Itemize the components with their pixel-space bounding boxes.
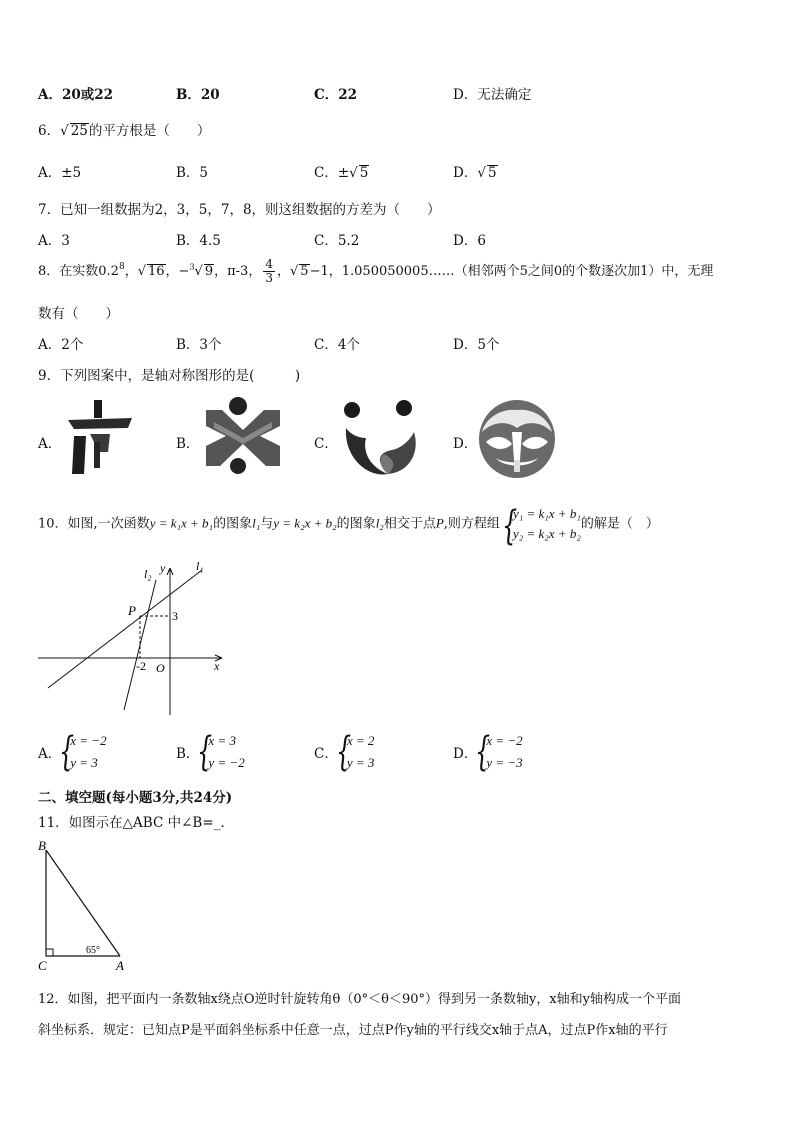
q8-stem-line1: 8．在实数$0.2^8$，√ 16，−$^3$√ 9，π-3， $\frac{4}{3}$ ，√ 5−1，1.050050005……（相邻两个5之间0的个数逐次加1）中，无理 (38, 257, 714, 285)
q10-stem: 10．如图,一次函数y = k₁x + b₁的图象l₁与y = k₂x + b₂的图象l₂相交于点P,则方程组 { y₁ = k₁x + b₁ y₂ = k₂x + b₂ 的解是（ ） (38, 504, 659, 544)
q5-option-b: B．20 (176, 87, 220, 103)
q6-option-a: A．±5 (38, 165, 82, 181)
side-ab (46, 850, 120, 956)
q7-option-d: D．6 (453, 233, 486, 249)
angle-label: 65° (86, 945, 100, 956)
q7-option-a: A．3 (38, 233, 70, 249)
q11-stem: 11．如图示在△ABC 中∠B=_. (38, 815, 225, 831)
q10-option-d: D． { x = −2 y = −3 (453, 730, 523, 774)
q8-option-b: B．3个 (176, 337, 222, 353)
label-y: y (160, 561, 166, 575)
q9-figure-c (340, 398, 420, 478)
label-three: 3 (172, 609, 178, 623)
q9-option-a-label: A． (38, 436, 62, 452)
line-l2 (124, 580, 156, 710)
q8-option-d: D．5个 (453, 337, 500, 353)
q6-stem: 6．√ 25的平方根是（ ） (38, 123, 211, 139)
q12-stem-line2: 斜坐标系．规定：已知点P是平面斜坐标系中任意一点，过点P作y轴的平行线交x轴于点A，过点P作x轴的平行 (38, 1023, 668, 1038)
line-l1 (48, 570, 202, 688)
q9-option-b-label: B． (176, 436, 200, 452)
label-minus2: -2 (136, 659, 146, 673)
vertex-A: A (116, 958, 124, 973)
label-O: O (156, 661, 165, 675)
label-x: x (214, 659, 220, 673)
q9-figure-d (476, 398, 558, 480)
right-angle-mark (46, 949, 53, 956)
section-title: 二、填空题(每小题3分,共24分) (38, 790, 233, 806)
q7-option-c: C．5.2 (314, 233, 360, 249)
q6-option-d: D．√ 5 (453, 165, 497, 181)
q10-option-a: A． { x = −2 y = 3 (38, 730, 107, 774)
q8-stem-line2: 数有（ ） (38, 306, 119, 322)
q10-option-c: C． { x = 2 y = 3 (314, 730, 374, 774)
vertex-C: C (38, 958, 47, 973)
q6-option-c: C．±√ 5 (314, 165, 369, 181)
vertex-B: B (38, 838, 46, 853)
q11-triangle (36, 836, 136, 976)
q5-option-c: C．22 (314, 87, 358, 103)
label-P: P (128, 603, 136, 618)
q9-option-d-label: D． (453, 436, 478, 452)
label-l1: l₁ (196, 560, 204, 573)
q12-stem-line1: 12．如图，把平面内一条数轴x绕点O逆时针旋转角θ（0°＜θ＜90°）得到另一条数轴y，x轴和y轴构成一个平面 (38, 992, 682, 1007)
q9-stem: 9．下列图案中，是轴对称图形的是( ) (38, 368, 301, 384)
q10-graph (36, 560, 236, 720)
q8-option-c: C．4个 (314, 337, 360, 353)
q5-option-a: A．20或22 (38, 87, 114, 103)
q9-option-c-label: C． (314, 436, 338, 452)
q8-option-a: A．2个 (38, 337, 84, 353)
q7-option-b: B．4.5 (176, 233, 221, 249)
label-l2: l₂ (144, 567, 152, 581)
q10-option-b: B． { x = 3 y = −2 (176, 730, 245, 774)
q9-figure-b (204, 396, 282, 476)
q5-option-d: D．无法确定 (453, 87, 532, 103)
q6-option-b: B．5 (176, 165, 209, 181)
q7-stem: 7．已知一组数据为2，3，5，7，8，则这组数据的方差为（ ） (38, 202, 441, 218)
q9-figure-a (64, 398, 136, 478)
